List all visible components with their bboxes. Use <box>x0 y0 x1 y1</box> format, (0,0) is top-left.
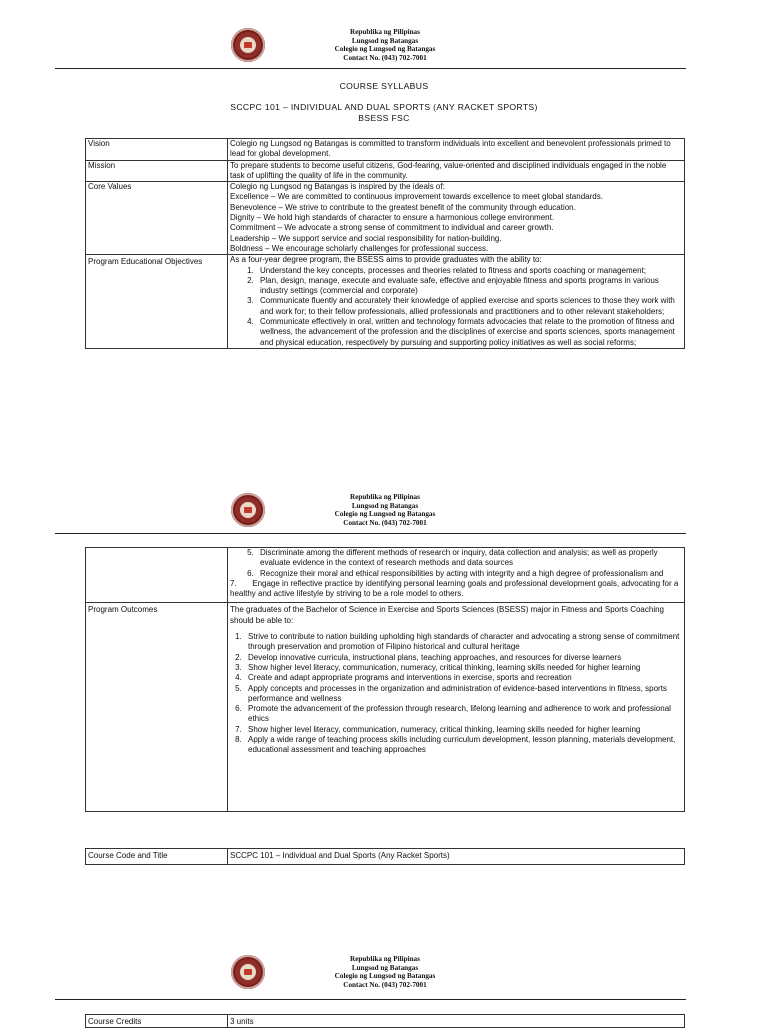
vision-row <box>86 139 685 161</box>
peo-item-7-number: 7. <box>230 578 237 588</box>
list-item: 5. Apply concepts and processes in the organization and administration of evidence-based interventions in fitness, sports performance and wellness <box>244 684 682 705</box>
page-header-1 <box>0 28 768 68</box>
core-values-line: Benevolence – We strive to contribute to the greatest benefit of the community through education. <box>230 202 576 212</box>
page-header-2 <box>0 493 768 533</box>
core-values-line: Commitment – We advocate a strong sense of commitment to individual and career growth. <box>230 223 554 233</box>
peo-list-continued <box>230 548 682 579</box>
syllabus-table-2 <box>85 547 685 812</box>
core-values-label: Core Values <box>86 182 228 255</box>
peo-row <box>86 255 685 349</box>
mission-row <box>86 160 685 182</box>
outcomes-label: Program Outcomes <box>86 603 228 812</box>
list-item: 1. Strive to contribute to nation building upholding high standards of character and advocating a strong sense of commitment through preservation and promotion of Filipino historical and cultural heritage <box>244 632 682 653</box>
header-rule-2 <box>55 533 686 534</box>
list-item: 5. Discriminate among the different methods of research or inquiry, data collection and analysis; as well as properly evaluate evidence in the context of research methods and data sources <box>256 548 682 569</box>
list-item: 1. Understand the key concepts, processes and theories related to fitness and sports coaching or management; <box>256 266 682 276</box>
list-item: 6. Recognize their moral and ethical responsibilities by acting with integrity and a high degree of professionalism and <box>256 569 682 579</box>
course-code-label: Course Code and Title <box>86 849 228 865</box>
list-item: 3. Show higher level literacy, communication, numeracy, critical thinking, learning skills needed for higher learning <box>244 663 682 673</box>
header-rule-1 <box>55 68 686 69</box>
vision-label: Vision <box>86 139 228 161</box>
list-item: 7. Show higher level literacy, communication, numeracy, critical thinking, learning skills needed for higher learning <box>244 725 682 735</box>
header-line-3: Colegio ng Lungsod ng Batangas <box>334 510 436 519</box>
list-item: 8. Apply a wide range of teaching process skills including curriculum development, lesson planning, materials development, educational assessment and teaching approaches <box>244 735 682 756</box>
course-syllabus-title: COURSE SYLLABUS <box>339 81 429 91</box>
header-line-1: Republika ng Pilipinas <box>350 28 420 36</box>
course-code-table <box>85 848 685 865</box>
outcomes-text <box>228 603 685 812</box>
core-values-line: Colegio ng Lungsod ng Batangas is inspired by the ideals of: <box>230 182 445 192</box>
peo-item-7-text: Engage in reflective practice by identifying personal learning goals and professional development goals, advocating for a healthy and active lifestyle by striving to be a role model to others. <box>230 578 679 599</box>
list-item: 4. Communicate effectively in oral, written and technology formats advocacies that relate to the promotion of fitness and wellness, the advancement of the profession and the disciplines of exercise and sports sciences, sports management and physical education, respectively by pursuing and supporting policy initiatives as well as social reforms; <box>256 317 682 348</box>
header-line-1: Republika ng Pilipinas <box>350 955 420 963</box>
outcomes-intro: The graduates of the Bachelor of Science in Exercise and Sports Sciences (BSESS) major in Fitness and Sports Coaching should be able to: <box>230 605 664 625</box>
peo-continued-row <box>86 548 685 603</box>
course-credits-label: Course Credits <box>86 1015 228 1028</box>
page-header-3 <box>0 955 768 995</box>
title-block <box>0 81 768 124</box>
peo-continued-text <box>228 548 685 603</box>
header-line-2: Lungsod ng Batangas <box>351 36 419 45</box>
core-values-line: Boldness – We encourage scholarly challenges for professional success. <box>230 243 489 253</box>
course-code-value: SCCPC 101 – Individual and Dual Sports (Any Racket Sports) <box>228 849 685 865</box>
list-item: 2. Develop innovative curricula, instructional plans, teaching approaches, and resources for diverse learners <box>244 653 682 663</box>
outcomes-list <box>230 632 682 756</box>
course-credits-row <box>86 1015 685 1028</box>
core-values-row <box>86 182 685 255</box>
course-name-title: SCCPC 101 – INDIVIDUAL AND DUAL SPORTS (ANY RACKET SPORTS) <box>230 102 538 112</box>
header-rule-3 <box>55 999 686 1000</box>
header-line-4: Contact No. (043) 702-7001 <box>343 53 427 62</box>
peo-list <box>230 266 682 348</box>
peo-intro: As a four-year degree program, the BSESS aims to provide graduates with the ability to: <box>230 255 542 265</box>
header-line-4: Contact No. (043) 702-7001 <box>343 518 427 527</box>
list-item: 4. Create and adapt appropriate programs and interventions in exercise, sports and recreation <box>244 673 682 683</box>
vision-text: Colegio ng Lungsod ng Batangas is committed to transform individuals into excellent and benevolent professionals primed to lead for global development. <box>228 139 685 161</box>
course-credits-value: 3 units <box>228 1015 685 1028</box>
header-line-1: Republika ng Pilipinas <box>350 493 420 501</box>
peo-continued-label <box>86 548 228 603</box>
header-address <box>280 955 490 989</box>
college-seal-logo <box>231 955 265 989</box>
list-item: 3. Communicate fluently and accurately their knowledge of applied exercise and sports sciences to those they work with and work for; to their fellow professionals, allied professionals and practitioners and to other relevant stakeholders; <box>256 296 682 317</box>
header-line-2: Lungsod ng Batangas <box>351 501 419 510</box>
college-seal-logo <box>231 28 265 62</box>
program-title: BSESS FSC <box>358 113 410 123</box>
peo-text <box>228 255 685 349</box>
header-line-3: Colegio ng Lungsod ng Batangas <box>334 972 436 981</box>
mission-label: Mission <box>86 160 228 182</box>
course-code-row <box>86 849 685 865</box>
header-line-4: Contact No. (043) 702-7001 <box>343 980 427 989</box>
peo-label: Program Educational Objectives <box>86 255 228 349</box>
core-values-line: Excellence – We are committed to continuous improvement towards excellence to meet global standards. <box>230 192 603 202</box>
core-values-text <box>228 182 685 255</box>
header-line-2: Lungsod ng Batangas <box>351 963 419 972</box>
header-address <box>280 493 490 527</box>
core-values-line: Dignity – We hold high standards of character to ensure a harmonious college environment. <box>230 213 555 223</box>
syllabus-table-1 <box>85 138 685 349</box>
course-credits-table <box>85 1014 685 1028</box>
college-seal-logo <box>231 493 265 527</box>
outcomes-row <box>86 603 685 812</box>
peo-item-7 <box>230 579 682 600</box>
list-item: 2. Plan, design, manage, execute and evaluate safe, effective and enjoyable fitness and sports programs in various industry settings (commercial and corporate) <box>256 276 682 297</box>
header-address <box>280 28 490 62</box>
mission-text: To prepare students to become useful citizens, God-fearing, value-oriented and disciplined individuals engaged in the noble task of uplifting the quality of life in the community. <box>228 160 685 182</box>
core-values-line: Leadership – We support service and social responsibility for nation-building. <box>230 233 502 243</box>
header-line-3: Colegio ng Lungsod ng Batangas <box>334 45 436 54</box>
list-item: 6. Promote the advancement of the profession through research, lifelong learning and adherence to work and professional ethics <box>244 704 682 725</box>
